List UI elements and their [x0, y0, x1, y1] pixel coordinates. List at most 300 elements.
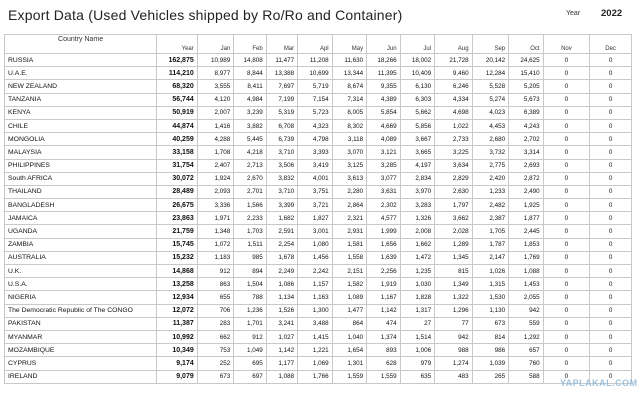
month-value-cell: 0 — [590, 199, 632, 212]
month-value-cell: 3,751 — [298, 185, 332, 198]
month-value-cell: 3,001 — [298, 225, 332, 238]
month-value-cell: 8,302 — [332, 119, 366, 132]
month-value-cell: 2,055 — [509, 291, 543, 304]
month-value-cell: 3,882 — [234, 119, 266, 132]
month-value-cell: 3,555 — [197, 80, 234, 93]
month-value-cell: 986 — [472, 344, 509, 357]
month-value-cell: 1,315 — [472, 278, 509, 291]
month-value-cell: 1,456 — [298, 251, 332, 264]
month-value-cell: 4,798 — [298, 133, 332, 146]
year-total-cell: 68,320 — [157, 80, 198, 93]
month-value-cell: 0 — [543, 291, 590, 304]
month-value-cell: 8,411 — [234, 80, 266, 93]
month-value-cell: 0 — [543, 357, 590, 370]
month-value-cell: 0 — [543, 251, 590, 264]
month-value-cell: 1,296 — [435, 304, 473, 317]
country-name-cell: PHILIPPINES — [5, 159, 157, 172]
month-value-cell: 3,613 — [332, 172, 366, 185]
year-total-cell: 13,258 — [157, 278, 198, 291]
month-value-cell: 3,832 — [266, 172, 297, 185]
month-value-cell: 2,775 — [472, 159, 509, 172]
column-header-apl: Apl — [298, 35, 332, 54]
month-value-cell: 1,682 — [266, 212, 297, 225]
month-value-cell: 2,254 — [266, 238, 297, 251]
column-header-oct: Oct — [509, 35, 543, 54]
table-row — [5, 80, 632, 93]
month-value-cell: 1,233 — [472, 185, 509, 198]
country-name-cell: IRELAND — [5, 370, 157, 383]
month-value-cell: 662 — [197, 330, 234, 343]
month-value-cell: 2,834 — [400, 172, 434, 185]
month-value-cell: 988 — [435, 344, 473, 357]
month-value-cell: 1,086 — [266, 278, 297, 291]
month-value-cell: 8,844 — [234, 67, 266, 80]
export-data-table — [4, 34, 632, 384]
month-value-cell: 753 — [197, 344, 234, 357]
year-total-cell: 23,863 — [157, 212, 198, 225]
month-value-cell: 1,235 — [400, 265, 434, 278]
country-name-cell: NIGERIA — [5, 291, 157, 304]
column-header-year: Year — [157, 35, 198, 54]
month-value-cell: 2,701 — [234, 185, 266, 198]
month-value-cell: 0 — [590, 357, 632, 370]
month-value-cell: 0 — [543, 119, 590, 132]
month-value-cell: 697 — [234, 370, 266, 383]
month-value-cell: 4,001 — [298, 172, 332, 185]
country-name-cell: U.A.E. — [5, 67, 157, 80]
month-value-cell: 2,302 — [367, 199, 400, 212]
month-value-cell: 4,120 — [197, 93, 234, 106]
month-value-cell: 1,639 — [367, 251, 400, 264]
month-value-cell: 5,856 — [400, 119, 434, 132]
table-row — [5, 199, 632, 212]
month-value-cell: 1,453 — [509, 278, 543, 291]
column-header-mar: Mar — [266, 35, 297, 54]
month-value-cell: 77 — [435, 317, 473, 330]
watermark-logo: YAPLAKAL.COM — [560, 378, 638, 388]
month-value-cell: 1,925 — [509, 199, 543, 212]
month-value-cell: 8,674 — [332, 80, 366, 93]
month-value-cell: 14,808 — [234, 54, 266, 67]
month-value-cell: 1,374 — [367, 330, 400, 343]
month-value-cell: 5,274 — [472, 93, 509, 106]
year-total-cell: 50,919 — [157, 106, 198, 119]
month-value-cell: 1,006 — [400, 344, 434, 357]
country-name-cell: ZAMBIA — [5, 238, 157, 251]
country-name-cell: JAMAICA — [5, 212, 157, 225]
month-value-cell: 4,389 — [367, 93, 400, 106]
month-value-cell: 1,828 — [400, 291, 434, 304]
month-value-cell: 2,007 — [197, 106, 234, 119]
year-total-cell: 15,745 — [157, 238, 198, 251]
month-value-cell: 1,142 — [367, 304, 400, 317]
month-value-cell: 18,266 — [367, 54, 400, 67]
month-value-cell: 0 — [590, 251, 632, 264]
month-value-cell: 1,582 — [332, 278, 366, 291]
month-value-cell: 2,733 — [435, 133, 473, 146]
month-value-cell: 760 — [509, 357, 543, 370]
table-row — [5, 251, 632, 264]
month-value-cell: 9,460 — [435, 67, 473, 80]
table-row — [5, 119, 632, 132]
month-value-cell: 1,072 — [197, 238, 234, 251]
month-value-cell: 4,197 — [400, 159, 434, 172]
year-total-cell: 11,387 — [157, 317, 198, 330]
month-value-cell: 2,864 — [332, 199, 366, 212]
column-header-sep: Sep — [472, 35, 509, 54]
month-value-cell: 1,163 — [298, 291, 332, 304]
month-value-cell: 1,040 — [332, 330, 366, 343]
year-total-cell: 9,079 — [157, 370, 198, 383]
column-header-aug: Aug — [435, 35, 473, 54]
month-value-cell: 0 — [543, 225, 590, 238]
month-value-cell: 3,721 — [298, 199, 332, 212]
month-value-cell: 1,559 — [332, 370, 366, 383]
month-value-cell: 3,070 — [332, 146, 366, 159]
month-value-cell: 0 — [543, 317, 590, 330]
month-value-cell: 1,656 — [367, 238, 400, 251]
month-value-cell: 1,026 — [472, 265, 509, 278]
country-name-cell: MONGOLIA — [5, 133, 157, 146]
table-row — [5, 212, 632, 225]
month-value-cell: 3,710 — [266, 185, 297, 198]
year-total-cell: 14,868 — [157, 265, 198, 278]
month-value-cell: 1,130 — [472, 304, 509, 317]
month-value-cell: 1,157 — [298, 278, 332, 291]
month-value-cell: 1,300 — [298, 304, 332, 317]
month-value-cell: 10,989 — [197, 54, 234, 67]
month-value-cell: 1,526 — [266, 304, 297, 317]
month-value-cell: 7,697 — [266, 80, 297, 93]
month-value-cell: 1,221 — [298, 344, 332, 357]
month-value-cell: 0 — [543, 106, 590, 119]
page-title: Export Data (Used Vehicles shipped by Ro/Ro and Container) — [8, 7, 403, 23]
month-value-cell: 1,069 — [298, 357, 332, 370]
year-total-cell: 44,874 — [157, 119, 198, 132]
year-total-cell: 15,232 — [157, 251, 198, 264]
column-header-nov: Nov — [543, 35, 590, 54]
country-name-cell: KENYA — [5, 106, 157, 119]
month-value-cell: 15,410 — [509, 67, 543, 80]
month-value-cell: 1,167 — [367, 291, 400, 304]
month-value-cell: 6,130 — [400, 80, 434, 93]
month-value-cell: 1,274 — [435, 357, 473, 370]
month-value-cell: 3,970 — [400, 185, 434, 198]
year-total-cell: 10,992 — [157, 330, 198, 343]
month-value-cell: 1,183 — [197, 251, 234, 264]
month-value-cell: 0 — [590, 67, 632, 80]
month-value-cell: 12,284 — [472, 67, 509, 80]
month-value-cell: 0 — [543, 93, 590, 106]
month-value-cell: 2,256 — [367, 265, 400, 278]
month-value-cell: 1,030 — [400, 278, 434, 291]
month-value-cell: 5,723 — [298, 106, 332, 119]
month-value-cell: 1,511 — [234, 238, 266, 251]
month-value-cell: 0 — [590, 172, 632, 185]
month-value-cell: 6,708 — [266, 119, 297, 132]
month-value-cell: 2,931 — [332, 225, 366, 238]
month-value-cell: 1,971 — [197, 212, 234, 225]
month-value-cell: 8,977 — [197, 67, 234, 80]
month-value-cell: 2,680 — [472, 133, 509, 146]
table-row — [5, 344, 632, 357]
country-name-cell: UGANDA — [5, 225, 157, 238]
month-value-cell: 0 — [543, 67, 590, 80]
month-value-cell: 2,693 — [509, 159, 543, 172]
month-value-cell: 2,321 — [332, 212, 366, 225]
month-value-cell: 942 — [435, 330, 473, 343]
month-value-cell: 0 — [543, 80, 590, 93]
month-value-cell: 4,218 — [234, 146, 266, 159]
month-value-cell: 3,506 — [266, 159, 297, 172]
month-value-cell: 2,482 — [472, 199, 509, 212]
month-value-cell: 4,453 — [472, 119, 509, 132]
month-value-cell: 1,708 — [197, 146, 234, 159]
month-value-cell: 3,634 — [435, 159, 473, 172]
month-value-cell: 4,334 — [435, 93, 473, 106]
table-row — [5, 159, 632, 172]
month-value-cell: 1,301 — [332, 357, 366, 370]
year-total-cell: 21,759 — [157, 225, 198, 238]
month-value-cell: 655 — [197, 291, 234, 304]
month-value-cell: 4,577 — [367, 212, 400, 225]
column-header-dec: Dec — [590, 35, 632, 54]
month-value-cell: 6,246 — [435, 80, 473, 93]
month-value-cell: 11,208 — [298, 54, 332, 67]
month-value-cell: 9,355 — [367, 80, 400, 93]
month-value-cell: 2,670 — [234, 172, 266, 185]
country-name-cell: CHILE — [5, 119, 157, 132]
month-value-cell: 3,336 — [197, 199, 234, 212]
month-value-cell: 0 — [590, 330, 632, 343]
month-value-cell: 4,023 — [472, 106, 509, 119]
month-value-cell: 0 — [590, 80, 632, 93]
country-name-cell: South AFRICA — [5, 172, 157, 185]
month-value-cell: 3,314 — [509, 146, 543, 159]
month-value-cell: 2,407 — [197, 159, 234, 172]
month-value-cell: 3,399 — [266, 199, 297, 212]
table-row — [5, 238, 632, 251]
month-value-cell: 1,472 — [400, 251, 434, 264]
month-value-cell: 1,581 — [332, 238, 366, 251]
year-total-cell: 12,934 — [157, 291, 198, 304]
month-value-cell: 0 — [590, 212, 632, 225]
month-value-cell: 814 — [472, 330, 509, 343]
month-value-cell: 1,039 — [472, 357, 509, 370]
table-row — [5, 278, 632, 291]
country-name-cell: RUSSIA — [5, 54, 157, 67]
month-value-cell: 3,283 — [400, 199, 434, 212]
month-value-cell: 0 — [590, 146, 632, 159]
month-value-cell: 1,088 — [509, 265, 543, 278]
month-value-cell: 0 — [590, 317, 632, 330]
column-header-feb: Feb — [234, 35, 266, 54]
month-value-cell: 4,698 — [435, 106, 473, 119]
column-header-country: Country Name — [5, 35, 157, 54]
year-label: Year — [566, 10, 581, 17]
month-value-cell: 912 — [197, 265, 234, 278]
month-value-cell: 4,243 — [509, 119, 543, 132]
table-row — [5, 330, 632, 343]
month-value-cell: 18,002 — [400, 54, 434, 67]
month-value-cell: 0 — [543, 146, 590, 159]
table-row — [5, 370, 632, 383]
table-row — [5, 317, 632, 330]
month-value-cell: 3,631 — [367, 185, 400, 198]
month-value-cell: 5,319 — [266, 106, 297, 119]
column-header-may: May — [332, 35, 366, 54]
month-value-cell: 0 — [590, 159, 632, 172]
month-value-cell: 5,719 — [298, 80, 332, 93]
month-value-cell: 1,654 — [332, 344, 366, 357]
month-value-cell: 0 — [543, 344, 590, 357]
month-value-cell: 788 — [234, 291, 266, 304]
month-value-cell: 10,699 — [298, 67, 332, 80]
month-value-cell: 5,445 — [234, 133, 266, 146]
table-row — [5, 172, 632, 185]
month-value-cell: 1,705 — [472, 225, 509, 238]
header-row — [5, 35, 632, 54]
month-value-cell: 283 — [197, 317, 234, 330]
month-value-cell: 1,566 — [234, 199, 266, 212]
month-value-cell: 2,591 — [266, 225, 297, 238]
month-value-cell: 1,177 — [266, 357, 297, 370]
month-value-cell: 0 — [590, 304, 632, 317]
month-value-cell: 3,125 — [332, 159, 366, 172]
month-value-cell: 1,766 — [298, 370, 332, 383]
month-value-cell: 4,288 — [197, 133, 234, 146]
year-total-cell: 40,259 — [157, 133, 198, 146]
month-value-cell: 3,285 — [367, 159, 400, 172]
country-name-cell: BANGLADESH — [5, 199, 157, 212]
month-value-cell: 2,147 — [472, 251, 509, 264]
month-value-cell: 265 — [472, 370, 509, 383]
month-value-cell: 588 — [509, 370, 543, 383]
month-value-cell: 695 — [234, 357, 266, 370]
month-value-cell: 3,077 — [367, 172, 400, 185]
column-header-jan: Jan — [197, 35, 234, 54]
month-value-cell: 673 — [472, 317, 509, 330]
month-value-cell: 2,829 — [435, 172, 473, 185]
month-value-cell: 0 — [590, 370, 632, 383]
country-name-cell: PAKISTAN — [5, 317, 157, 330]
country-name-cell: U.S.A. — [5, 278, 157, 291]
month-value-cell: 1,477 — [332, 304, 366, 317]
month-value-cell: 3,225 — [435, 146, 473, 159]
month-value-cell: 1,827 — [298, 212, 332, 225]
month-value-cell: 0 — [543, 278, 590, 291]
month-value-cell: 13,344 — [332, 67, 366, 80]
table-row — [5, 54, 632, 67]
month-value-cell: 2,713 — [234, 159, 266, 172]
table-row — [5, 133, 632, 146]
table-row — [5, 146, 632, 159]
month-value-cell: 1,080 — [298, 238, 332, 251]
month-value-cell: 1,559 — [367, 370, 400, 383]
month-value-cell: 1,797 — [435, 199, 473, 212]
month-value-cell: 1,134 — [266, 291, 297, 304]
month-value-cell: 7,154 — [298, 93, 332, 106]
month-value-cell: 252 — [197, 357, 234, 370]
month-value-cell: 2,151 — [332, 265, 366, 278]
month-value-cell: 0 — [543, 54, 590, 67]
month-value-cell: 0 — [590, 291, 632, 304]
month-value-cell: 8,005 — [332, 106, 366, 119]
month-value-cell: 4,984 — [234, 93, 266, 106]
month-value-cell: 912 — [234, 330, 266, 343]
month-value-cell: 1,703 — [234, 225, 266, 238]
table-row — [5, 185, 632, 198]
month-value-cell: 1,514 — [400, 330, 434, 343]
year-total-cell: 33,158 — [157, 146, 198, 159]
month-value-cell: 0 — [590, 133, 632, 146]
year-total-cell: 28,489 — [157, 185, 198, 198]
country-name-cell: TANZANIA — [5, 93, 157, 106]
month-value-cell: 864 — [332, 317, 366, 330]
month-value-cell: 7,199 — [266, 93, 297, 106]
month-value-cell: 1,999 — [367, 225, 400, 238]
month-value-cell: 2,630 — [435, 185, 473, 198]
month-value-cell: 863 — [197, 278, 234, 291]
country-name-cell: The Democratic Republic of The CONGO — [5, 304, 157, 317]
month-value-cell: 1,504 — [234, 278, 266, 291]
month-value-cell: 1,769 — [509, 251, 543, 264]
month-value-cell: 635 — [400, 370, 434, 383]
month-value-cell: 1,558 — [332, 251, 366, 264]
month-value-cell: 21,728 — [435, 54, 473, 67]
month-value-cell: 2,445 — [509, 225, 543, 238]
month-value-cell: 5,528 — [472, 80, 509, 93]
month-value-cell: 5,854 — [367, 106, 400, 119]
table-row — [5, 225, 632, 238]
month-value-cell: 27 — [400, 317, 434, 330]
month-value-cell: 1,089 — [332, 291, 366, 304]
month-value-cell: 815 — [435, 265, 473, 278]
month-value-cell: 11,395 — [367, 67, 400, 80]
country-name-cell: CYPRUS — [5, 357, 157, 370]
month-value-cell: 0 — [543, 212, 590, 225]
month-value-cell: 0 — [543, 199, 590, 212]
month-value-cell: 0 — [543, 370, 590, 383]
country-name-cell: NEW ZEALAND — [5, 80, 157, 93]
country-name-cell: U.K. — [5, 265, 157, 278]
month-value-cell: 6,303 — [400, 93, 434, 106]
month-value-cell: 1,853 — [509, 238, 543, 251]
month-value-cell: 1,289 — [435, 238, 473, 251]
table-row — [5, 106, 632, 119]
table-row — [5, 291, 632, 304]
month-value-cell: 6,389 — [509, 106, 543, 119]
month-value-cell: 13,388 — [266, 67, 297, 80]
month-value-cell: 1,919 — [367, 278, 400, 291]
month-value-cell: 942 — [509, 304, 543, 317]
month-value-cell: 0 — [590, 93, 632, 106]
month-value-cell: 985 — [234, 251, 266, 264]
month-value-cell: 3,121 — [367, 146, 400, 159]
month-value-cell: 2,093 — [197, 185, 234, 198]
month-value-cell: 0 — [543, 159, 590, 172]
month-value-cell: 1,662 — [400, 238, 434, 251]
month-value-cell: 5,673 — [509, 93, 543, 106]
country-name-cell: THAILAND — [5, 185, 157, 198]
month-value-cell: 11,630 — [332, 54, 366, 67]
month-value-cell: 1,924 — [197, 172, 234, 185]
table-row — [5, 304, 632, 317]
country-name-cell: AUSTRALIA — [5, 251, 157, 264]
month-value-cell: 1,877 — [509, 212, 543, 225]
month-value-cell: 0 — [590, 54, 632, 67]
month-value-cell: 0 — [590, 106, 632, 119]
